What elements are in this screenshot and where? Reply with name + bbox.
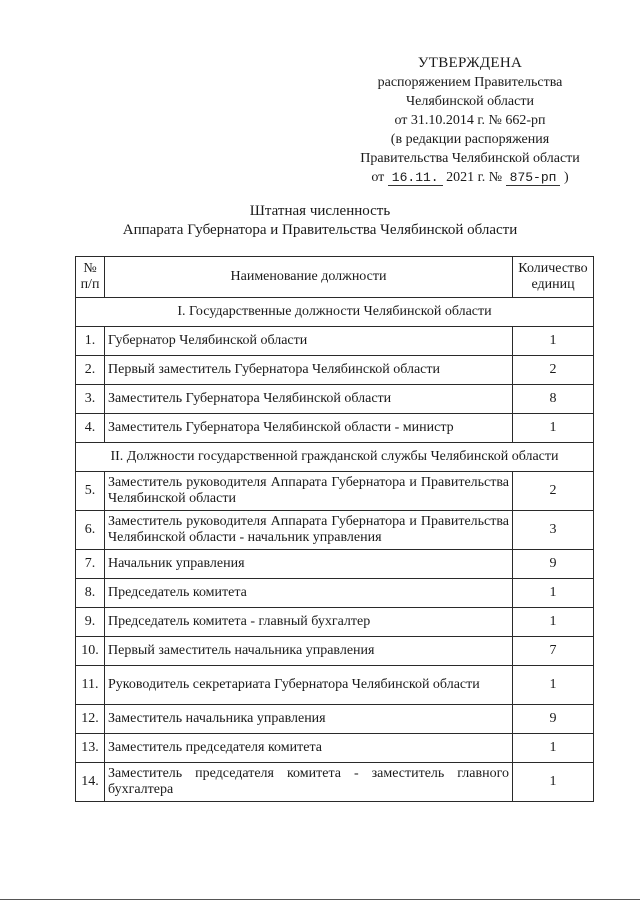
row-num: 9. [76,608,105,637]
row-qty: 1 [513,414,594,443]
row-qty: 3 [513,511,594,550]
row-num: 5. [76,472,105,511]
row-name: Заместитель Губернатора Челябинской области [105,385,513,414]
table-row [76,414,594,443]
row-qty: 8 [513,385,594,414]
row-qty: 1 [513,608,594,637]
row-num: 7. [76,550,105,579]
approval-line: распоряжением Правительства [377,75,563,90]
section-row [76,298,594,327]
row-name: Руководитель секретариата Губернатора Челябинской области [105,666,513,705]
amendment-prefix: от [371,170,385,185]
header-name: Наименование должности [105,257,513,298]
table-row [76,327,594,356]
header-qty: Количество единиц [513,257,594,298]
table-row [76,511,594,550]
row-qty: 1 [513,734,594,763]
row-qty: 2 [513,472,594,511]
amendment-date: 16.11. [388,170,443,186]
row-name: Начальник управления [105,550,513,579]
row-name: Заместитель председателя комитета [105,734,513,763]
section-row [76,443,594,472]
row-num: 12. [76,705,105,734]
amendment-line [340,168,600,187]
row-name: Заместитель Губернатора Челябинской области - министр [105,414,513,443]
amendment-mid: 2021 г. № [446,170,503,185]
row-num: 14. [76,763,105,802]
header-num: № п/п [76,257,105,298]
table-row [76,608,594,637]
row-name: Председатель комитета [105,579,513,608]
row-name: Председатель комитета - главный бухгалтер [105,608,513,637]
document-title [0,202,640,240]
row-qty: 1 [513,763,594,802]
title-line: Штатная численность [249,203,391,219]
row-qty: 7 [513,637,594,666]
table-row [76,579,594,608]
table-row [76,550,594,579]
approval-line: Челябинской области [406,94,534,109]
amendment-number: 875-рп [506,170,561,186]
table-row [76,472,594,511]
row-num: 13. [76,734,105,763]
staff-table [75,256,594,802]
table-row [76,734,594,763]
row-num: 4. [76,414,105,443]
row-qty: 1 [513,579,594,608]
row-qty: 9 [513,705,594,734]
table-row [76,356,594,385]
row-qty: 1 [513,666,594,705]
page-bottom-rule [0,899,640,900]
approval-stamp [340,54,600,187]
row-num: 1. [76,327,105,356]
row-num: 11. [76,666,105,705]
table-row [76,705,594,734]
table-row [76,385,594,414]
title-line: Аппарата Губернатора и Правительства Челябинской области [122,222,518,238]
row-name: Заместитель начальника управления [105,705,513,734]
table-row [76,763,594,802]
amendment-suffix: ) [563,170,569,185]
row-name: Заместитель председателя комитета - заместитель главного бухгалтера [105,763,513,802]
approval-line: от 31.10.2014 г. № 662-рп [394,113,546,128]
row-name: Первый заместитель Губернатора Челябинской области [105,356,513,385]
approval-heading: УТВЕРЖДЕНА [417,55,523,71]
row-qty: 9 [513,550,594,579]
row-name: Первый заместитель начальника управления [105,637,513,666]
row-name: Заместитель руководителя Аппарата Губернатора и Правительства Челябинской области [105,472,513,511]
row-num: 8. [76,579,105,608]
row-num: 10. [76,637,105,666]
approval-line: Правительства Челябинской области [360,151,580,166]
row-num: 3. [76,385,105,414]
row-num: 6. [76,511,105,550]
row-qty: 2 [513,356,594,385]
row-name: Губернатор Челябинской области [105,327,513,356]
row-name: Заместитель руководителя Аппарата Губернатора и Правительства Челябинской области - начальник управления [105,511,513,550]
section-title: II. Должности государственной гражданской службы Челябинской области [76,443,594,472]
table-row [76,637,594,666]
section-title: I. Государственные должности Челябинской области [76,298,594,327]
row-qty: 1 [513,327,594,356]
table-row [76,666,594,705]
row-num: 2. [76,356,105,385]
table-header-row [76,257,594,298]
approval-line: (в редакции распоряжения [390,132,550,147]
